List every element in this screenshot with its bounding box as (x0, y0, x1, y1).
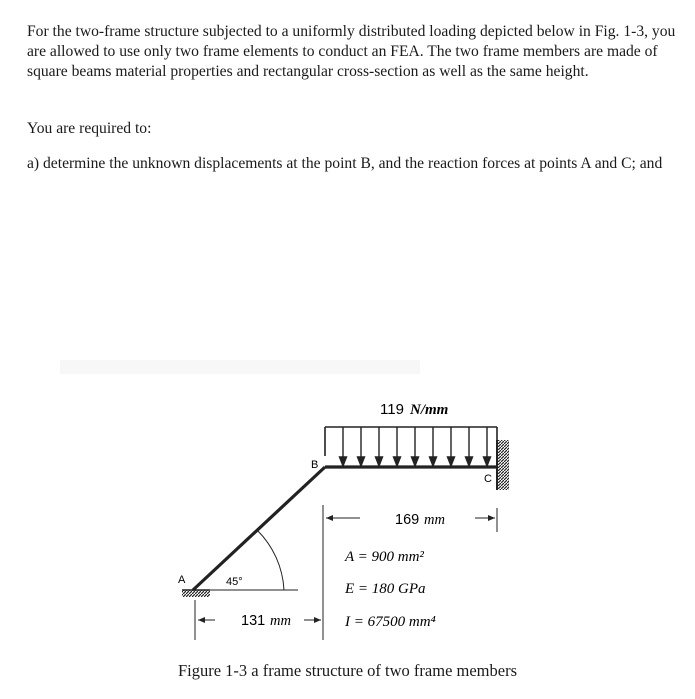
load-value: 119 (380, 401, 404, 418)
frame-members (193, 467, 496, 590)
problem-intro: For the two-frame structure subjected to a uniformly distributed loading depicted below in Fig. 1-3, you are allowed to use only two frame elements to conduct an FEA. The two frame members are made of square beams material properties and rectangular cross-section as well as the same height. (27, 23, 676, 80)
part-a-text: a) determine the unknown displacements at the point B, and the reaction forces at points A and C; and (27, 155, 663, 172)
point-c-label: C (484, 473, 492, 485)
span-value: 131 (241, 613, 266, 629)
angle-label: 45° (226, 576, 243, 588)
beam-length-value: 169 (395, 512, 420, 528)
point-b-label: B (311, 459, 319, 471)
beam-length-unit: mm (424, 512, 445, 528)
figure-caption: Figure 1-3 a frame structure of two frame members (177, 661, 518, 680)
required-heading: You are required to: (27, 120, 152, 137)
span-unit: mm (270, 613, 291, 629)
distributed-load (325, 427, 497, 466)
support-c (497, 440, 509, 490)
support-a (182, 590, 210, 597)
point-a-label: A (178, 574, 186, 586)
area-property: A = 900 mm² (345, 549, 424, 565)
inertia-property: I = 67500 mm⁴ (345, 614, 436, 630)
load-unit: N/mm (410, 402, 449, 418)
modulus-property: E = 180 GPa (345, 581, 426, 597)
faint-artifact (60, 360, 420, 374)
